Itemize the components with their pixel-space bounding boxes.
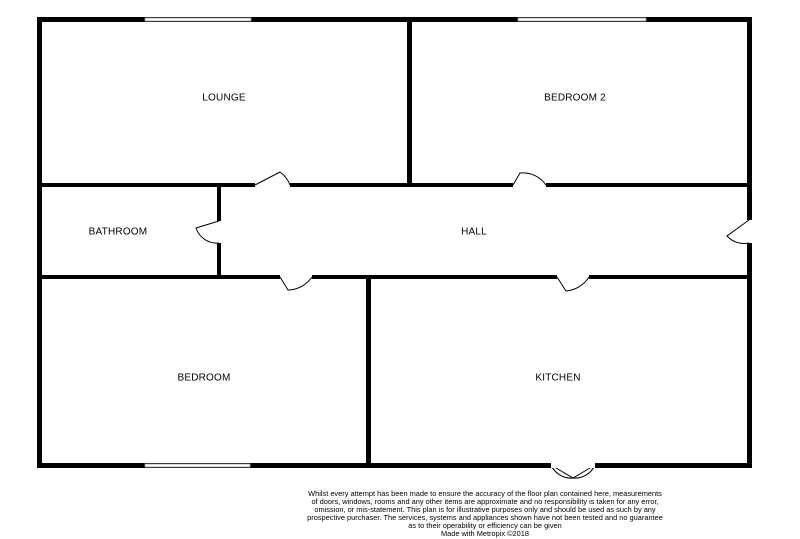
wall-bathroom-hall-lower (217, 243, 221, 277)
door-entrance (727, 220, 749, 244)
disclaimer-line: of doors, windows, rooms and any other items are approximate and no responsibility is taken for any error, (311, 497, 659, 507)
window-bedroom (145, 464, 250, 467)
outer-wall-left (37, 17, 42, 468)
wall-top-rooms-hall-right (546, 183, 752, 187)
wall-bathroom-hall-upper (217, 183, 221, 221)
room-label-bedroom: BEDROOM (177, 372, 231, 384)
door-bedroom2 (513, 173, 546, 185)
door-lounge (255, 172, 290, 185)
credit-line: Made with Metropix ©2018 (440, 529, 530, 539)
kitchen-external-opening (551, 463, 595, 468)
wall-bedroom-kitchen (366, 275, 371, 468)
outer-wall-bottom (37, 463, 752, 468)
room-label-hall: HALL (461, 226, 487, 238)
wall-top-rooms-hall-left (37, 183, 255, 187)
wall-top-rooms-hall-middle (290, 183, 513, 187)
room-label-lounge: LOUNGE (202, 92, 246, 104)
room-label-bedroom2: BEDROOM 2 (544, 92, 606, 104)
window-bedroom2 (518, 18, 646, 21)
wall-lounge-bedroom2 (407, 17, 412, 187)
room-label-bathroom: BATHROOM (88, 226, 148, 238)
wall-hall-bottom-left (37, 275, 280, 279)
door-bedroom (280, 277, 312, 290)
disclaimer (250, 490, 720, 539)
outer-wall-right-upper (747, 17, 752, 220)
wall-hall-bottom-middle (312, 275, 557, 279)
room-label-kitchen: KITCHEN (535, 372, 581, 384)
disclaimer-line: prospective purchaser. The services, systems and appliances shown have not been tested and no guarantee (307, 513, 663, 523)
disclaimer-line: as to their operability or efficiency can be given (408, 521, 562, 531)
window-lounge (145, 18, 251, 21)
wall-hall-bottom-right (589, 275, 752, 279)
door-bathroom (196, 221, 219, 243)
door-kitchen (557, 277, 589, 291)
disclaimer-line: omission, or mis-statement. This plan is for illustrative purposes only and should be used as such by any (314, 505, 656, 515)
disclaimer-line: Whilst every attempt has been made to ensure the accuracy of the floor plan contained here, measurements (308, 489, 662, 498)
